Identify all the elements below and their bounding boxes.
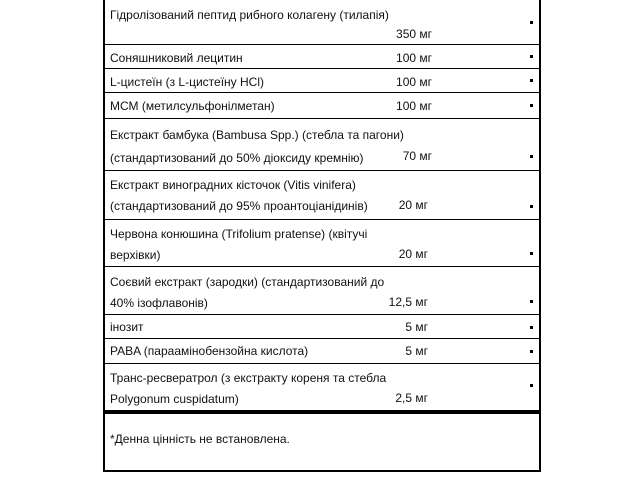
daily-value-asterisk xyxy=(530,384,533,387)
ingredient-amount: 12,5 мг xyxy=(388,295,428,309)
ingredient-amount: 5 мг xyxy=(405,344,428,358)
daily-value-asterisk xyxy=(530,55,533,58)
ingredient-amount: 100 мг xyxy=(396,75,432,89)
ingredient-amount: 100 мг xyxy=(396,51,432,65)
ingredient-name-line-1: Екстракт бамбука (Bambusa Spp.) (стебла та пагони) xyxy=(110,128,404,142)
ingredient-row-l-cysteine xyxy=(105,69,539,93)
ingredient-name: інозит xyxy=(110,320,144,334)
ingredient-amount: 100 мг xyxy=(396,99,432,113)
ingredient-name: Соняшниковий лецитин xyxy=(110,51,243,65)
ingredient-amount: 350 мг xyxy=(396,27,432,41)
daily-value-asterisk xyxy=(530,79,533,82)
ingredient-row-msm xyxy=(105,93,539,119)
daily-value-asterisk xyxy=(530,155,533,158)
ingredient-row-inositol xyxy=(105,315,539,339)
ingredient-name-line-1: Екстракт виноградних кісточок (Vitis vinifera) xyxy=(110,178,356,192)
ingredient-name-line-2: (стандартизований до 50% діоксиду кремнію) xyxy=(110,151,364,165)
ingredient-name-line-1: Соєвий екстракт (зародки) (стандартизований до xyxy=(110,275,385,289)
ingredient-name: PABA (параамінобензойна кислота) xyxy=(110,344,309,358)
ingredient-name-line-2: (стандартизований до 95% проантоціанідинів) xyxy=(110,199,368,213)
ingredient-row-red-clover xyxy=(105,220,539,267)
ingredient-row-grape-seed-extract xyxy=(105,171,539,220)
daily-value-asterisk xyxy=(530,205,533,208)
ingredient-name-line-1: Червона конюшина (Trifolium pratense) (квітучі xyxy=(110,227,368,241)
ingredient-amount: 70 мг xyxy=(402,149,432,163)
ingredient-row-trans-resveratrol xyxy=(105,364,539,414)
ingredient-row-fish-collagen xyxy=(105,0,539,45)
ingredient-name-line-1: Транс-ресвератрол (з екстракту кореня та стебла xyxy=(110,371,387,385)
daily-value-asterisk xyxy=(530,21,533,24)
ingredient-name: Гідролізований пептид рибного колагену (тилапія) xyxy=(110,8,389,22)
ingredient-name: МСМ (метилсульфонілметан) xyxy=(110,99,275,113)
daily-value-asterisk xyxy=(530,300,533,303)
ingredient-name: L-цистеїн (з L-цистеїну HCl) xyxy=(110,75,264,89)
daily-value-asterisk xyxy=(530,350,533,353)
ingredient-amount: 5 мг xyxy=(405,320,428,334)
ingredient-name-line-2: Polygonum cuspidatum) xyxy=(110,392,239,406)
daily-value-asterisk xyxy=(530,252,533,255)
ingredient-amount: 20 мг xyxy=(398,247,428,261)
ingredient-row-paba xyxy=(105,339,539,364)
ingredient-amount: 20 мг xyxy=(398,198,428,212)
ingredient-name-line-2: верхівки) xyxy=(110,248,161,262)
ingredient-row-soy-extract xyxy=(105,267,539,315)
ingredient-name-line-2: 40% ізофлавонів) xyxy=(110,296,208,310)
ingredient-row-bamboo-extract xyxy=(105,119,539,171)
daily-value-asterisk xyxy=(530,104,533,107)
ingredient-row-lecithin xyxy=(105,45,539,69)
supplement-facts-panel xyxy=(103,0,541,472)
daily-value-footnote: *Денна цінність не встановлена. xyxy=(110,432,290,446)
ingredient-amount: 2,5 мг xyxy=(395,391,428,405)
daily-value-asterisk xyxy=(530,326,533,329)
